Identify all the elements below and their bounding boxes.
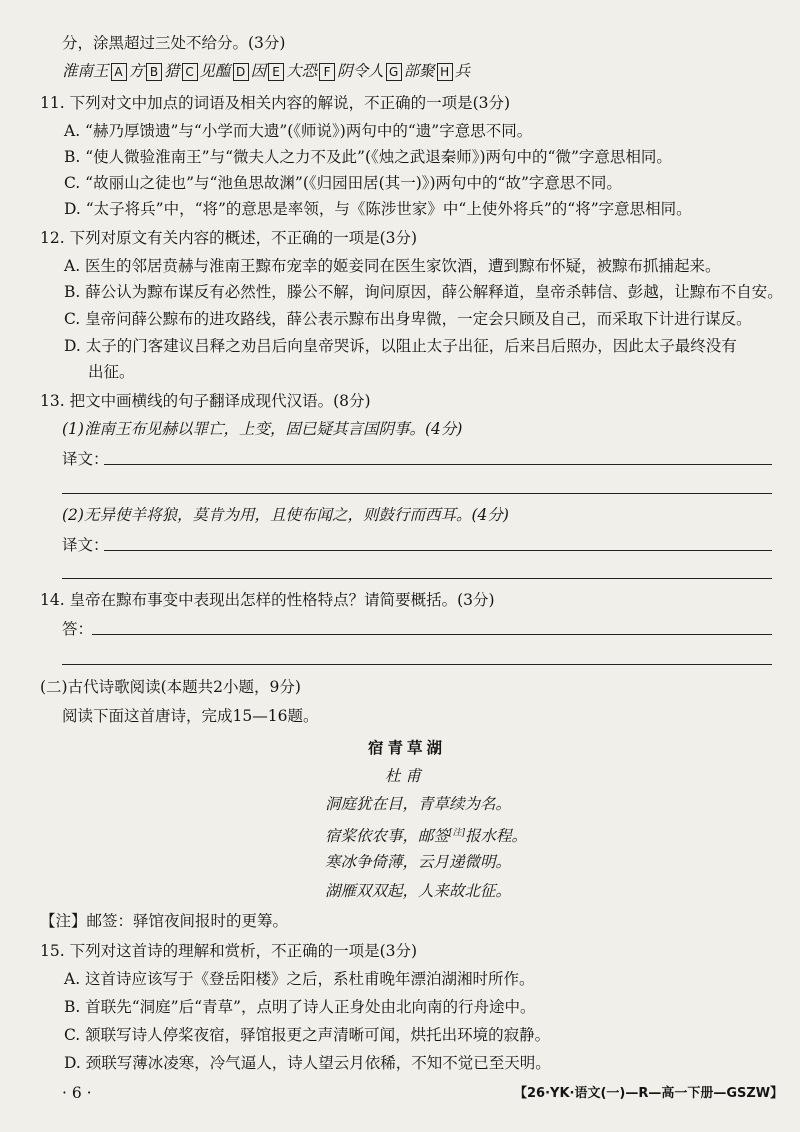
q11-stem: 11. 下列对文中加点的词语及相关内容的解说，不正确的一项是(3分) <box>40 94 511 112</box>
answer-box-d[interactable]: D <box>233 63 249 81</box>
answer-box-a[interactable]: A <box>111 63 127 81</box>
answer-line[interactable] <box>92 634 772 635</box>
booklet-code: 【26·YK·语文(一)—R—高一下册—GSZW】 <box>514 1086 784 1101</box>
q12-option-a: A. 医生的邻居贲赫与淮南王黥布宠幸的姬妾同在医生家饮酒，遭到黥布怀疑，被黥布抓捕起来。 <box>64 257 721 275</box>
q15-option-c: C. 颔联写诗人停桨夜宿，驿馆报更之声清晰可闻，烘托出环境的寂静。 <box>64 1026 551 1044</box>
answer-line[interactable] <box>104 464 772 465</box>
q14-stem: 14. 皇帝在黥布事变中表现出怎样的性格特点？请简要概括。(3分) <box>40 591 495 609</box>
poem-title: 宿青草湖 <box>368 739 447 757</box>
q12-option-c: C. 皇帝问薛公黥布的进攻路线，薛公表示黥布出身卑微，一定会只顾及自己，而采取下计进行谋反。 <box>64 310 752 328</box>
section-intro: 阅读下面这首唐诗，完成15—16题。 <box>62 707 319 725</box>
q13-sentence-1: (1)淮南王布见赫以罪亡，上变，固已疑其言国阴事。(4分) <box>62 420 463 438</box>
q10-sentence-with-boxes: 淮南王 A 方 B 猎 C 见醢 D 因 E 大恐 F 阴令人 G 部聚 H 兵 <box>62 62 471 80</box>
q15-option-b: B. 首联先“洞庭”后“青草”，点明了诗人正身处由北向南的行舟途中。 <box>64 998 536 1016</box>
q13-translation-label-2: 译文： <box>62 536 109 554</box>
answer-box-h[interactable]: H <box>437 63 453 81</box>
answer-line[interactable] <box>62 493 772 494</box>
poem-author: 杜 甫 <box>385 767 421 785</box>
answer-box-e[interactable]: E <box>268 63 284 81</box>
answer-line[interactable] <box>62 578 772 579</box>
q13-stem: 13. 把文中画横线的句子翻译成现代汉语。(8分) <box>40 392 371 410</box>
q15-stem: 15. 下列对这首诗的理解和赏析，不正确的一项是(3分) <box>40 942 418 960</box>
q11-option-c: C. “故丽山之徒也”与“池鱼思故渊”(《归园田居(其一)》)两句中的“故”字意思不同。 <box>64 174 622 192</box>
q11-option-b: B. “使人微验淮南王”与“微夫人之力不及此”(《烛之武退秦师》)两句中的“微”字意思相同。 <box>64 148 672 166</box>
q15-option-d: D. 颈联写薄冰凌寒，冷气逼人，诗人望云月依稀，不知不觉已至天明。 <box>64 1054 551 1072</box>
q15-option-a: A. 这首诗应该写于《登岳阳楼》之后，系杜甫晚年漂泊湖湘时所作。 <box>64 970 535 988</box>
answer-line[interactable] <box>62 664 772 665</box>
q11-option-a: A. “赫乃厚馈遗”与“小学而大遗”(《师说》)两句中的“遗”字意思不同。 <box>64 122 533 140</box>
answer-box-g[interactable]: G <box>386 63 402 81</box>
q10-instruction-tail: 分，涂黑超过三处不给分。(3分) <box>62 34 286 52</box>
answer-box-b[interactable]: B <box>146 63 162 81</box>
poem-note-marker: [注] <box>449 828 466 838</box>
poem-line-4: 湖雁双双起，人来故北征。 <box>325 882 512 900</box>
poem-line-1: 洞庭犹在目，青草续为名。 <box>325 795 512 813</box>
q13-translation-label-1: 译文： <box>62 450 109 468</box>
q12-option-b: B. 薛公认为黥布谋反有必然性，滕公不解，询问原因，薛公解释道，皇帝杀韩信、彭越，让黥布不自安。 <box>64 283 783 301</box>
page-number: · 6 · <box>62 1084 92 1102</box>
poem-line-2: 宿桨依农事，邮签[注]报水程。 <box>325 827 528 846</box>
q11-option-d: D. “太子将兵”中，“将”的意思是率领，与《陈涉世家》中“上使外将兵”的“将”字意思相同。 <box>64 200 692 218</box>
answer-box-c[interactable]: C <box>182 63 198 81</box>
section-heading: (二)古代诗歌阅读(本题共2小题，9分) <box>40 678 301 696</box>
q12-stem: 12. 下列对原文有关内容的概述，不正确的一项是(3分) <box>40 229 418 247</box>
q12-option-d-line1: D. 太子的门客建议吕释之劝吕后向皇帝哭诉，以阻止太子出征，后来吕后照办，因此太子最终没有 <box>64 337 737 355</box>
q14-answer-label: 答： <box>62 620 94 638</box>
poem-line-3: 寒冰争倚薄，云月递微明。 <box>325 853 512 871</box>
answer-line[interactable] <box>104 550 772 551</box>
q13-sentence-2: (2)无异使羊将狼，莫肯为用，且使布闻之，则鼓行而西耳。(4分) <box>62 506 509 524</box>
poem-footnote: 【注】邮签：驿馆夜间报时的更筹。 <box>40 912 289 930</box>
answer-box-f[interactable]: F <box>319 63 335 81</box>
q12-option-d-line2: 出征。 <box>88 363 135 381</box>
